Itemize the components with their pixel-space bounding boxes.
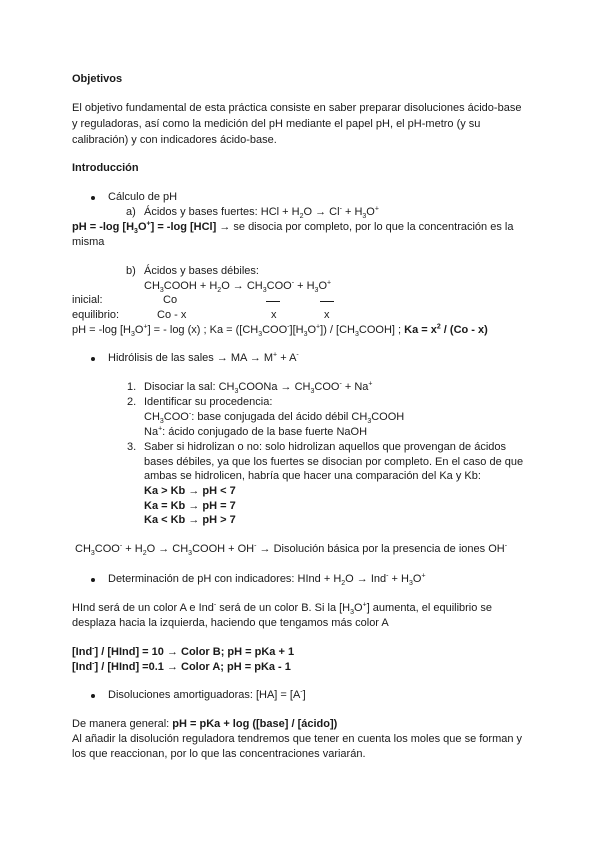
- debil-equation: $CH_3COOH + H_2O \to CH_3COO^- + H_3O^+$: [144, 279, 332, 295]
- list-marker-b: b): [126, 265, 136, 277]
- comparison-1: Ka > Kb → pH < 7: [144, 485, 236, 497]
- step-number-1: 1.: [127, 381, 137, 393]
- comparison-2: Ka = Kb → pH = 7: [144, 500, 236, 512]
- objetivos-line-2: y reguladoras, así como la medición del pH mediante el papel pH, el pH-metro (y su: [72, 118, 481, 130]
- final-line-1: Al añadir la disolución reguladora tendremos que tener en cuenta los moles que se forman y: [72, 733, 523, 745]
- equilibrio-x-2: x: [324, 309, 330, 321]
- indicador-formula-1: [Ind-] / [HInd] = 10 → Color B; pH = pKa + 1: [72, 645, 295, 658]
- equilibrio-label: equilibrio:: [72, 309, 120, 321]
- comparison-3: Ka < Kb → pH > 7: [144, 514, 236, 526]
- ph-fuerte-text-cont: misma: [72, 236, 105, 248]
- bullet-hidrolisis: Hidrólisis de las sales → MA → M+ + A-: [108, 351, 299, 364]
- bullet-dot: [91, 694, 95, 698]
- bullet-amortiguadoras: Disoluciones amortiguadoras: [HA] = [A-]: [108, 688, 306, 701]
- step-number-3: 3.: [127, 441, 137, 453]
- indicador-line-2: desplaza hacia la izquierda, haciendo que tengamos más color A: [72, 617, 389, 629]
- bullet-dot: [91, 578, 95, 582]
- ph-fuerte-formula: pH = -log $[H_3O^+] = -\log$ [HCl] → se disocia por completo, por lo que la concentración es la: [72, 220, 514, 236]
- step-1: Disociar la sal: $CH_3COONa \to CH_3COO^- + Na^+$: [144, 380, 373, 396]
- step-2-line-2: Na+: ácido conjugado de la base fuerte NaOH: [144, 425, 368, 438]
- final-line-2: los que reaccionan, por lo que las concentraciones variarán.: [72, 748, 366, 760]
- bullet-indicadores: Determinación de pH con indicadores: HInd + $H_2O \to Ind^- + H_3O^+$: [108, 572, 426, 588]
- acidos-fuertes-line: Ácidos y bases fuertes: HCl + $H_2O \to Cl^- + H_3O^+$: [144, 205, 379, 221]
- objetivos-line-3: calibración) y con indicadores ácido-base.: [72, 134, 277, 146]
- step-2: Identificar su procedencia:: [144, 396, 273, 408]
- equilibrio-x-1: x: [271, 309, 277, 321]
- equilibrio-value: Co - x: [157, 309, 187, 321]
- inicial-label: inicial:: [72, 294, 103, 306]
- indicador-formula-2: [Ind-] / [HInd] =0.1 → Color A; pH = pKa - 1: [72, 660, 291, 673]
- step-3-line-2: bases débiles, ya que los fuertes se disocian por completo. En el caso de que: [144, 456, 524, 468]
- bullet-calculo-ph: Cálculo de pH: [108, 191, 178, 203]
- indicador-line-1: HInd será de un color A e Ind- será de un color B. Si la $[H_3O^+]$ aumenta, el equilibrio se: [72, 601, 493, 617]
- hydrolysis-equation: $CH_3COO^- + H_2O$ → $CH_3COOH + OH^-$ → Disolución básica por la presencia de iones OH-: [75, 542, 508, 558]
- inicial-value: Co: [163, 294, 178, 306]
- introduccion-heading: Introducción: [72, 162, 139, 174]
- step-2-line-1: $CH_3COO^-$: base conjugada del ácido débil $CH_3COOH$: [144, 410, 405, 426]
- bullet-dot: [91, 357, 95, 361]
- general-formula: De manera general: pH = pKa + log ([base] / [ácido]): [72, 718, 338, 730]
- step-3-line-3: ambas se hidrolicen, habría que hacer una comparación del Ka y Kb:: [144, 470, 481, 482]
- ph-debil-formula: pH = -log $[H_3O^+]$ = - log (x) ; $Ka = ([CH_3COO^-][H_3O^+])$ / $[CH_3COOH]$ ; $Ka = x^2 / (Co - x)$: [72, 323, 488, 339]
- acidos-debiles-title: Ácidos y bases débiles:: [144, 265, 259, 277]
- dash-2: [320, 301, 334, 302]
- list-marker-a: a): [126, 206, 136, 218]
- objetivos-line-1: El objetivo fundamental de esta práctica consiste en saber preparar disoluciones ácido-base: [72, 102, 522, 114]
- step-number-2: 2.: [127, 396, 137, 408]
- dash-1: [266, 301, 280, 302]
- step-3-line-1: Saber si hidrolizan o no: solo hidrolizan aquellos que provengan de ácidos: [144, 441, 507, 453]
- objetivos-heading: Objetivos: [72, 73, 123, 85]
- bullet-dot: [91, 196, 95, 200]
